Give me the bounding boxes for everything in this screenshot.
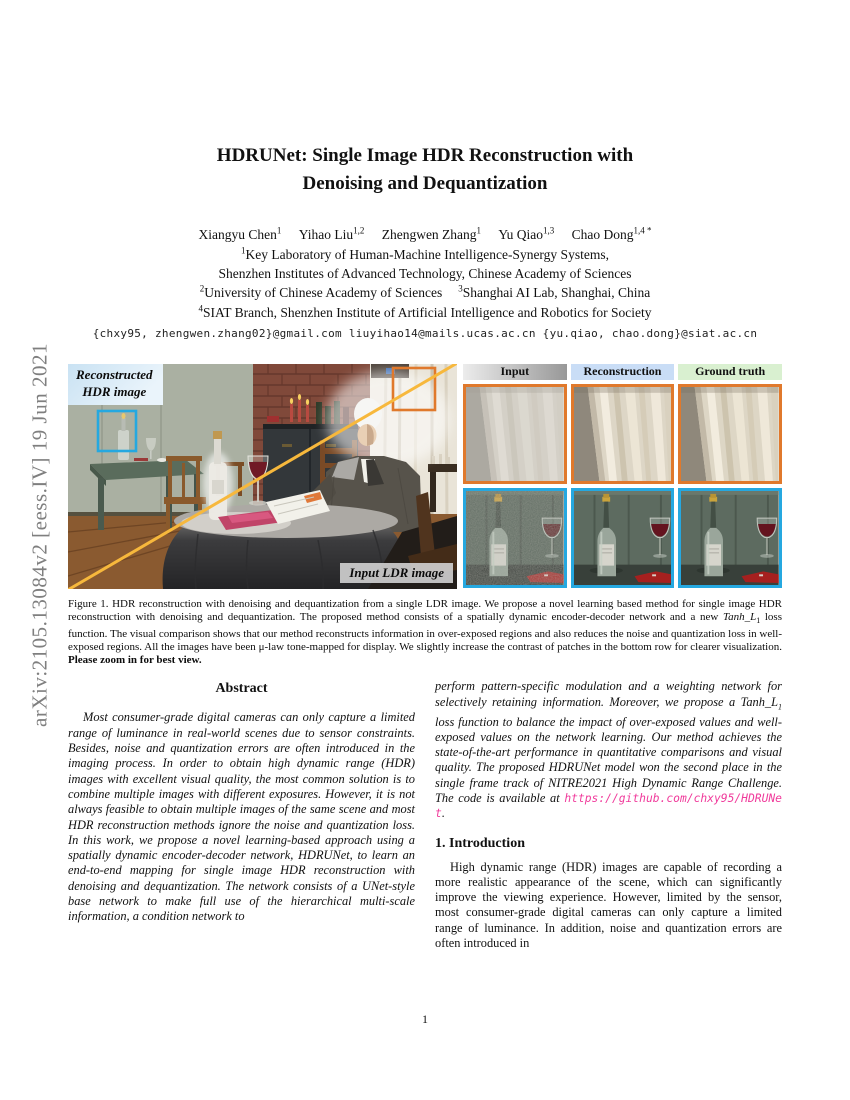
ldr-image-label: Input LDR image <box>340 563 453 583</box>
author: Yu Qiao$^{1,3}$ <box>498 225 555 243</box>
patch-curtain-input <box>463 384 567 484</box>
author: Chao Dong$^{1,4 *}$ <box>571 225 652 243</box>
page-number: 1 <box>422 1012 428 1026</box>
figure-1 <box>68 364 782 589</box>
arxiv-watermark: arXiv:2105.13084v2 [eess.IV] 19 Jun 2021 <box>27 343 52 727</box>
column-header-reconstruction: Reconstruction <box>571 364 675 380</box>
title-line2: Denoising and Dequantization <box>302 172 548 194</box>
affiliation-line: $^1$Key Laboratory of Human-Machine Intelligence-Synergy Systems, <box>241 245 609 263</box>
abstract-text-right: perform pattern-specific modulation and a weighting network for selectively retaining information. Moreover, we propose a $Tanh\_L_1$ loss function to balance the impact of over-exposed values and well-exposed values on the network learning. Our method achieves the state-of-the-art performance in quantitative comparisons and visual quality. The proposed HDRUNet model won the second place in the single frame track of NITRE2021 High Dynamic Range Challenge. The code is available at https://github.com/chxy95/HDRUNet. <box>435 679 782 821</box>
author-emails: {chxy95, zhengwen.zhang02}@gmail.com liuyihao14@mails.ucas.ac.cn {yu.qiao, chao.dong}@siat.ac.cn <box>92 326 758 340</box>
author: Yihao Liu$^{1,2}$ <box>298 225 365 243</box>
author: Xiangyu Chen$^1$ <box>198 225 282 243</box>
abstract-text-left: Most consumer-grade digital cameras can only capture a limited range of luminance in real-world scenes due to sensor constraints. Besides, noise and quantization errors are often introduced in the imaging process. In order to obtain high dynamic range (HDR) images with excellent visual quality, the most common solution is to combine multiple images with different exposures. However, it is not always feasible to obtain multiple images of the same scene and most HDR reconstruction methods ignore the noise and quantization loss. In this work, we propose a novel learning-based approach using a spatially dynamic encoder-decoder network, HDRUNet, to learn an end-to-end mapping for single image HDR reconstruction with denoising and dequantization. The network consists of a UNet-style base network to make full use of the hierarchical multi-scale information, a condition network to <box>68 710 415 924</box>
patch-curtain-ground-truth <box>678 384 782 484</box>
column-header-ground-truth: Ground truth <box>678 364 782 380</box>
left-column <box>68 679 415 951</box>
affiliation-line: Shenzhen Institutes of Advanced Technology, Chinese Academy of Sciences <box>218 266 632 282</box>
introduction-heading: 1. Introduction <box>435 835 525 851</box>
patch-bottle-ground-truth <box>678 488 782 588</box>
affiliation-line: $^2$University of Chinese Academy of Sciences $^3$Shanghai AI Lab, Shanghai, China <box>199 283 651 301</box>
patch-comparison-grid <box>463 364 782 589</box>
caption-bold-note: Please zoom in for best view. <box>68 653 202 666</box>
two-column-body <box>68 679 782 951</box>
code-repository-link[interactable]: https://github.com/chxy95/HDRUNet <box>435 791 782 821</box>
hdr-image-label: Reconstructed HDR image <box>68 364 163 405</box>
column-header-input: Input <box>463 364 567 380</box>
figure-main-photo <box>68 364 457 589</box>
introduction-text: High dynamic range (HDR) images are capable of recording a more realistic appearance of the scene, which can significantly improve the viewing experience. However, limited by the sensor, most consumer-grade digital cameras can only capture a limited range of luminance. In addition, noise and quantization errors are often introduced in <box>435 859 782 951</box>
affiliation-line: $^4$SIAT Branch, Shenzhen Institute of Artificial Intelligence and Robotics for Society <box>198 303 652 320</box>
abstract-heading: Abstract <box>215 681 268 697</box>
affiliations <box>68 245 782 322</box>
right-column <box>435 679 782 951</box>
title-line1: HDRUNet: Single Image HDR Reconstruction with <box>216 145 634 166</box>
author-line <box>68 227 782 243</box>
patch-curtain-reconstruction <box>571 384 675 484</box>
paper-content <box>68 0 782 951</box>
author: Zhengwen Zhang$^1$ <box>381 225 482 243</box>
patch-bottle-input <box>463 488 567 588</box>
paper-title <box>68 142 782 197</box>
patch-bottle-reconstruction <box>571 488 675 588</box>
figure-caption: Figure 1. HDR reconstruction with denoising and dequantization from a single LDR image. We propose a novel learning based method for single image HDR reconstruction with denoising and dequantization. The proposed method consists of a spatially dynamic encoder-decoder network and a new $Tanh\_L_1$ loss function. The visual comparison shows that our method reconstructs information in over-exposed regions and also reduces the noise and quantization loss in well-exposed regions. All the images have been μ-law tone-mapped for display. We slightly increase the contrast of patches in the bottom row for clearer visualization. Please zoom in for best view. <box>68 597 782 666</box>
